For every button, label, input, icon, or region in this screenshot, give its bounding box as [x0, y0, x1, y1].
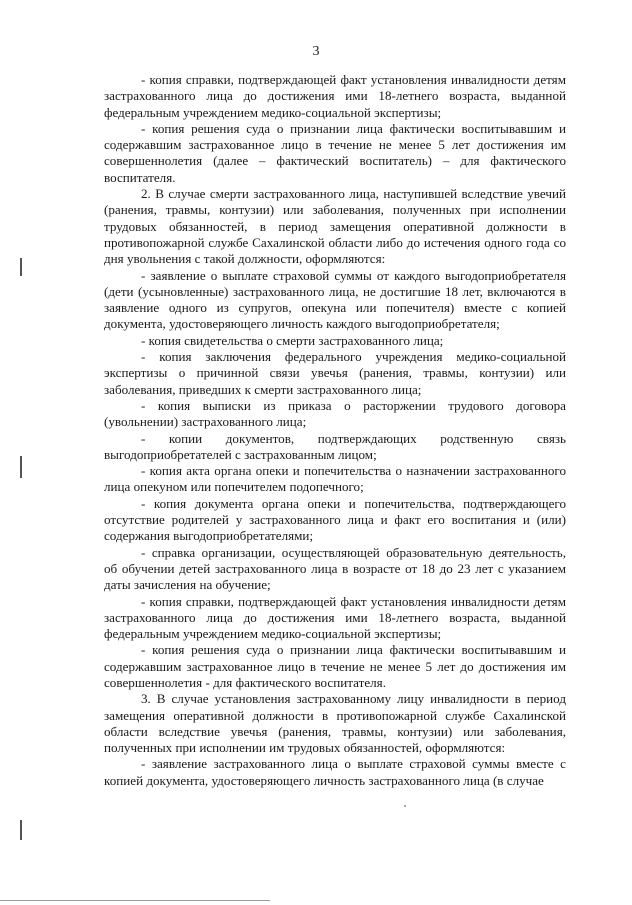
document-body — [104, 72, 566, 789]
paragraph: - копия справки, подтверждающей факт установления инвалидности детям застрахованного лица до достижения ими 18-летнего возраста, выданной федеральным учреждением медико-социальной экспертизы; — [104, 593, 566, 642]
paragraph: - копия решения суда о признании лица фактически воспитывавшим и содержавшим застрахованное лицо в течение не менее 5 лет достижения им совершеннолетия (далее – фактический воспитатель) – для фактического воспитателя. — [104, 120, 566, 185]
scan-dot — [404, 805, 406, 807]
scan-mark — [20, 258, 22, 276]
paragraph: - копия справки, подтверждающей факт установления инвалидности детям застрахованного лица до достижения ими 18-летнего возраста, выданной федеральным учреждением медико-социальной экспертизы; — [104, 72, 566, 120]
page-number: 3 — [312, 44, 320, 59]
paragraph: - копия свидетельства о смерти застрахованного лица; — [141, 332, 444, 348]
scan-mark — [20, 456, 22, 478]
paragraph: 2. В случае смерти застрахованного лица, наступившей вследствие увечий (ранения, травмы, контузии) или заболевания, полученных при исполнении трудовых обязанностей, в период замещения оперативной должности в противопожарной службе Сахалинской области либо до истечения одного года со дня увольнения с такой должности, оформляются: — [104, 186, 566, 267]
paragraph: - справка организации, осуществляющей образовательную деятельность, об обучении детей застрахованного лица в возрасте от 18 до 23 лет с указанием даты зачисления на обучение; — [104, 544, 566, 593]
paragraph: - копия заключения федерального учреждения медико-социальной экспертизы о причинной связи увечья (ранения, травмы, контузии) или заболевания, приведших к смерти застрахованного лица; — [104, 349, 566, 397]
paragraph: - копия документа органа опеки и попечительства, подтверждающего отсутствие родителей у застрахованного лица и факт его воспитания и (или) содержания выгодоприобретателями; — [104, 495, 566, 544]
paragraph: - копия акта органа опеки и попечительства о назначении застрахованного лица опекуном или попечителем подопечного; — [104, 463, 566, 495]
paragraph: - копия решения суда о признании лица фактически воспитывавшим и содержавшим застрахованное лицо в течение не менее 5 лет до достижения им совершеннолетия - для фактического воспитателя. — [104, 642, 566, 690]
paragraph: - заявление застрахованного лица о выплате страховой суммы вместе с копией документа, удостоверяющего личность застрахованного лица (в случае — [104, 756, 566, 788]
paragraph: 3. В случае установления застрахованному лицу инвалидности в период замещения оперативной должности в противопожарной службе Сахалинской области вследствие увечья (ранения, травмы, контузии) или заболевания, полученных при исполнении им трудовых обязанностей, оформляются: — [104, 691, 566, 756]
paragraph: - заявление о выплате страховой суммы от каждого выгодоприобретателя (дети (усыновленные) застрахованного лица, не достигшие 18 лет, включаются в заявление одного из супругов, опекуна или попечителя) вместе с копией документа, удостоверяющего личность каждого выгодоприобретателя; — [104, 267, 566, 332]
paragraph: - копии документов, подтверждающих родственную связь выгодоприобретателей с застрахованным лицом; — [104, 430, 566, 462]
paragraph: - копия выписки из приказа о расторжении трудового договора (увольнении) застрахованного лица; — [104, 397, 566, 430]
scan-mark — [20, 820, 22, 840]
bottom-rule — [0, 900, 270, 901]
